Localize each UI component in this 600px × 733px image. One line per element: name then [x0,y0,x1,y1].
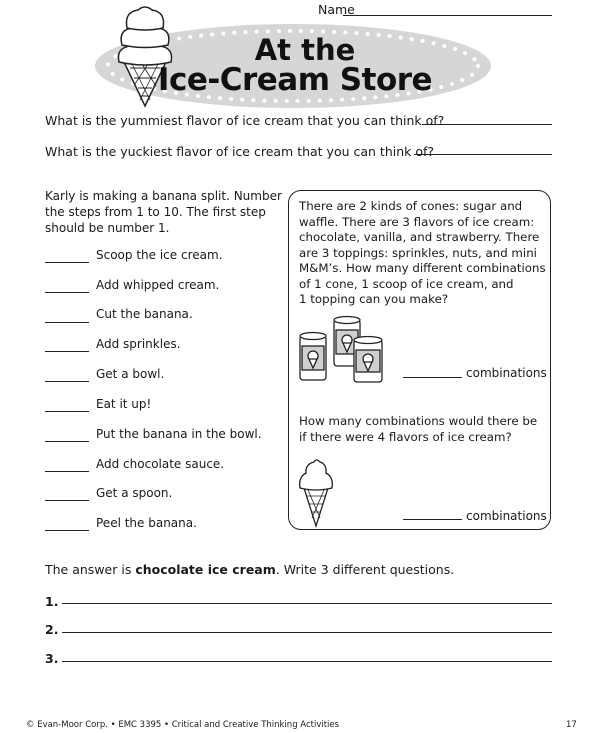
answer-line-combinations-1[interactable] [403,377,462,378]
name-field[interactable] [343,15,552,16]
step-blank[interactable] [45,500,89,501]
step-blank[interactable] [45,441,89,442]
step-label: Get a bowl. [96,367,165,381]
answer-line-yuckiest[interactable] [414,154,552,155]
name-label: Name [318,2,355,17]
step-label: Put the banana in the bowl. [96,427,262,441]
step-blank[interactable] [45,351,89,352]
step-label: Add whipped cream. [96,278,220,292]
answer-line-yummiest[interactable] [422,124,552,125]
step-label: Get a spoon. [96,486,173,500]
ice-cream-tubs-icon [296,314,388,386]
step-blank[interactable] [45,322,89,323]
question-yuckiest: What is the yuckiest flavor of ice cream that you can think of? [45,144,435,159]
step-blank[interactable] [45,411,89,412]
step-blank[interactable] [45,381,89,382]
step-blank[interactable] [45,530,89,531]
ice-cream-cone-small-icon [296,456,336,528]
question-yummiest: What is the yummiest flavor of ice cream that you can think of? [45,113,445,128]
page-title-line1: At the [254,33,356,67]
question-line-1[interactable] [62,603,552,604]
page-title-line2: Ice-Cream Store [157,62,433,98]
combinations-problem-2: How many combinations would there be if there were 4 flavors of ice cream? [299,414,538,444]
step-blank[interactable] [45,262,89,263]
bottom-prompt: The answer is chocolate ice cream. Write 3 different questions. [45,562,455,577]
step-label: Eat it up! [96,397,152,411]
page-number: 17 [566,720,577,730]
step-label: Add chocolate sauce. [96,457,225,471]
step-label: Peel the banana. [96,516,197,530]
step-blank[interactable] [45,292,89,293]
combinations-problem-1: There are 2 kinds of cones: sugar and waffle. There are 3 flavors of ice cream: chocolate, vanilla, and strawberry. There are 3 toppings: sprinkles, nuts, and mini M&M’s. How many different combinations of 1 cone, 1 scoop of ice cream, and 1 topping can you make? [299,199,546,306]
question-number-3: 3. [45,651,59,666]
combinations-label-2: combinations [466,509,547,523]
question-line-3[interactable] [62,661,552,662]
banana-split-instructions: Karly is making a banana split. Number the steps from 1 to 10. The first step should be number 1. [45,189,282,235]
combinations-label-1: combinations [466,366,547,380]
step-blank[interactable] [45,471,89,472]
answer-line-combinations-2[interactable] [403,519,462,520]
step-label: Cut the banana. [96,307,193,321]
step-label: Scoop the ice cream. [96,248,223,262]
question-number-2: 2. [45,622,59,637]
step-label: Add sprinkles. [96,337,181,351]
question-number-1: 1. [45,594,59,609]
footer-credit: © Evan-Moor Corp. • EMC 3395 • Critical and Creative Thinking Activities [26,720,340,730]
question-line-2[interactable] [62,632,552,633]
